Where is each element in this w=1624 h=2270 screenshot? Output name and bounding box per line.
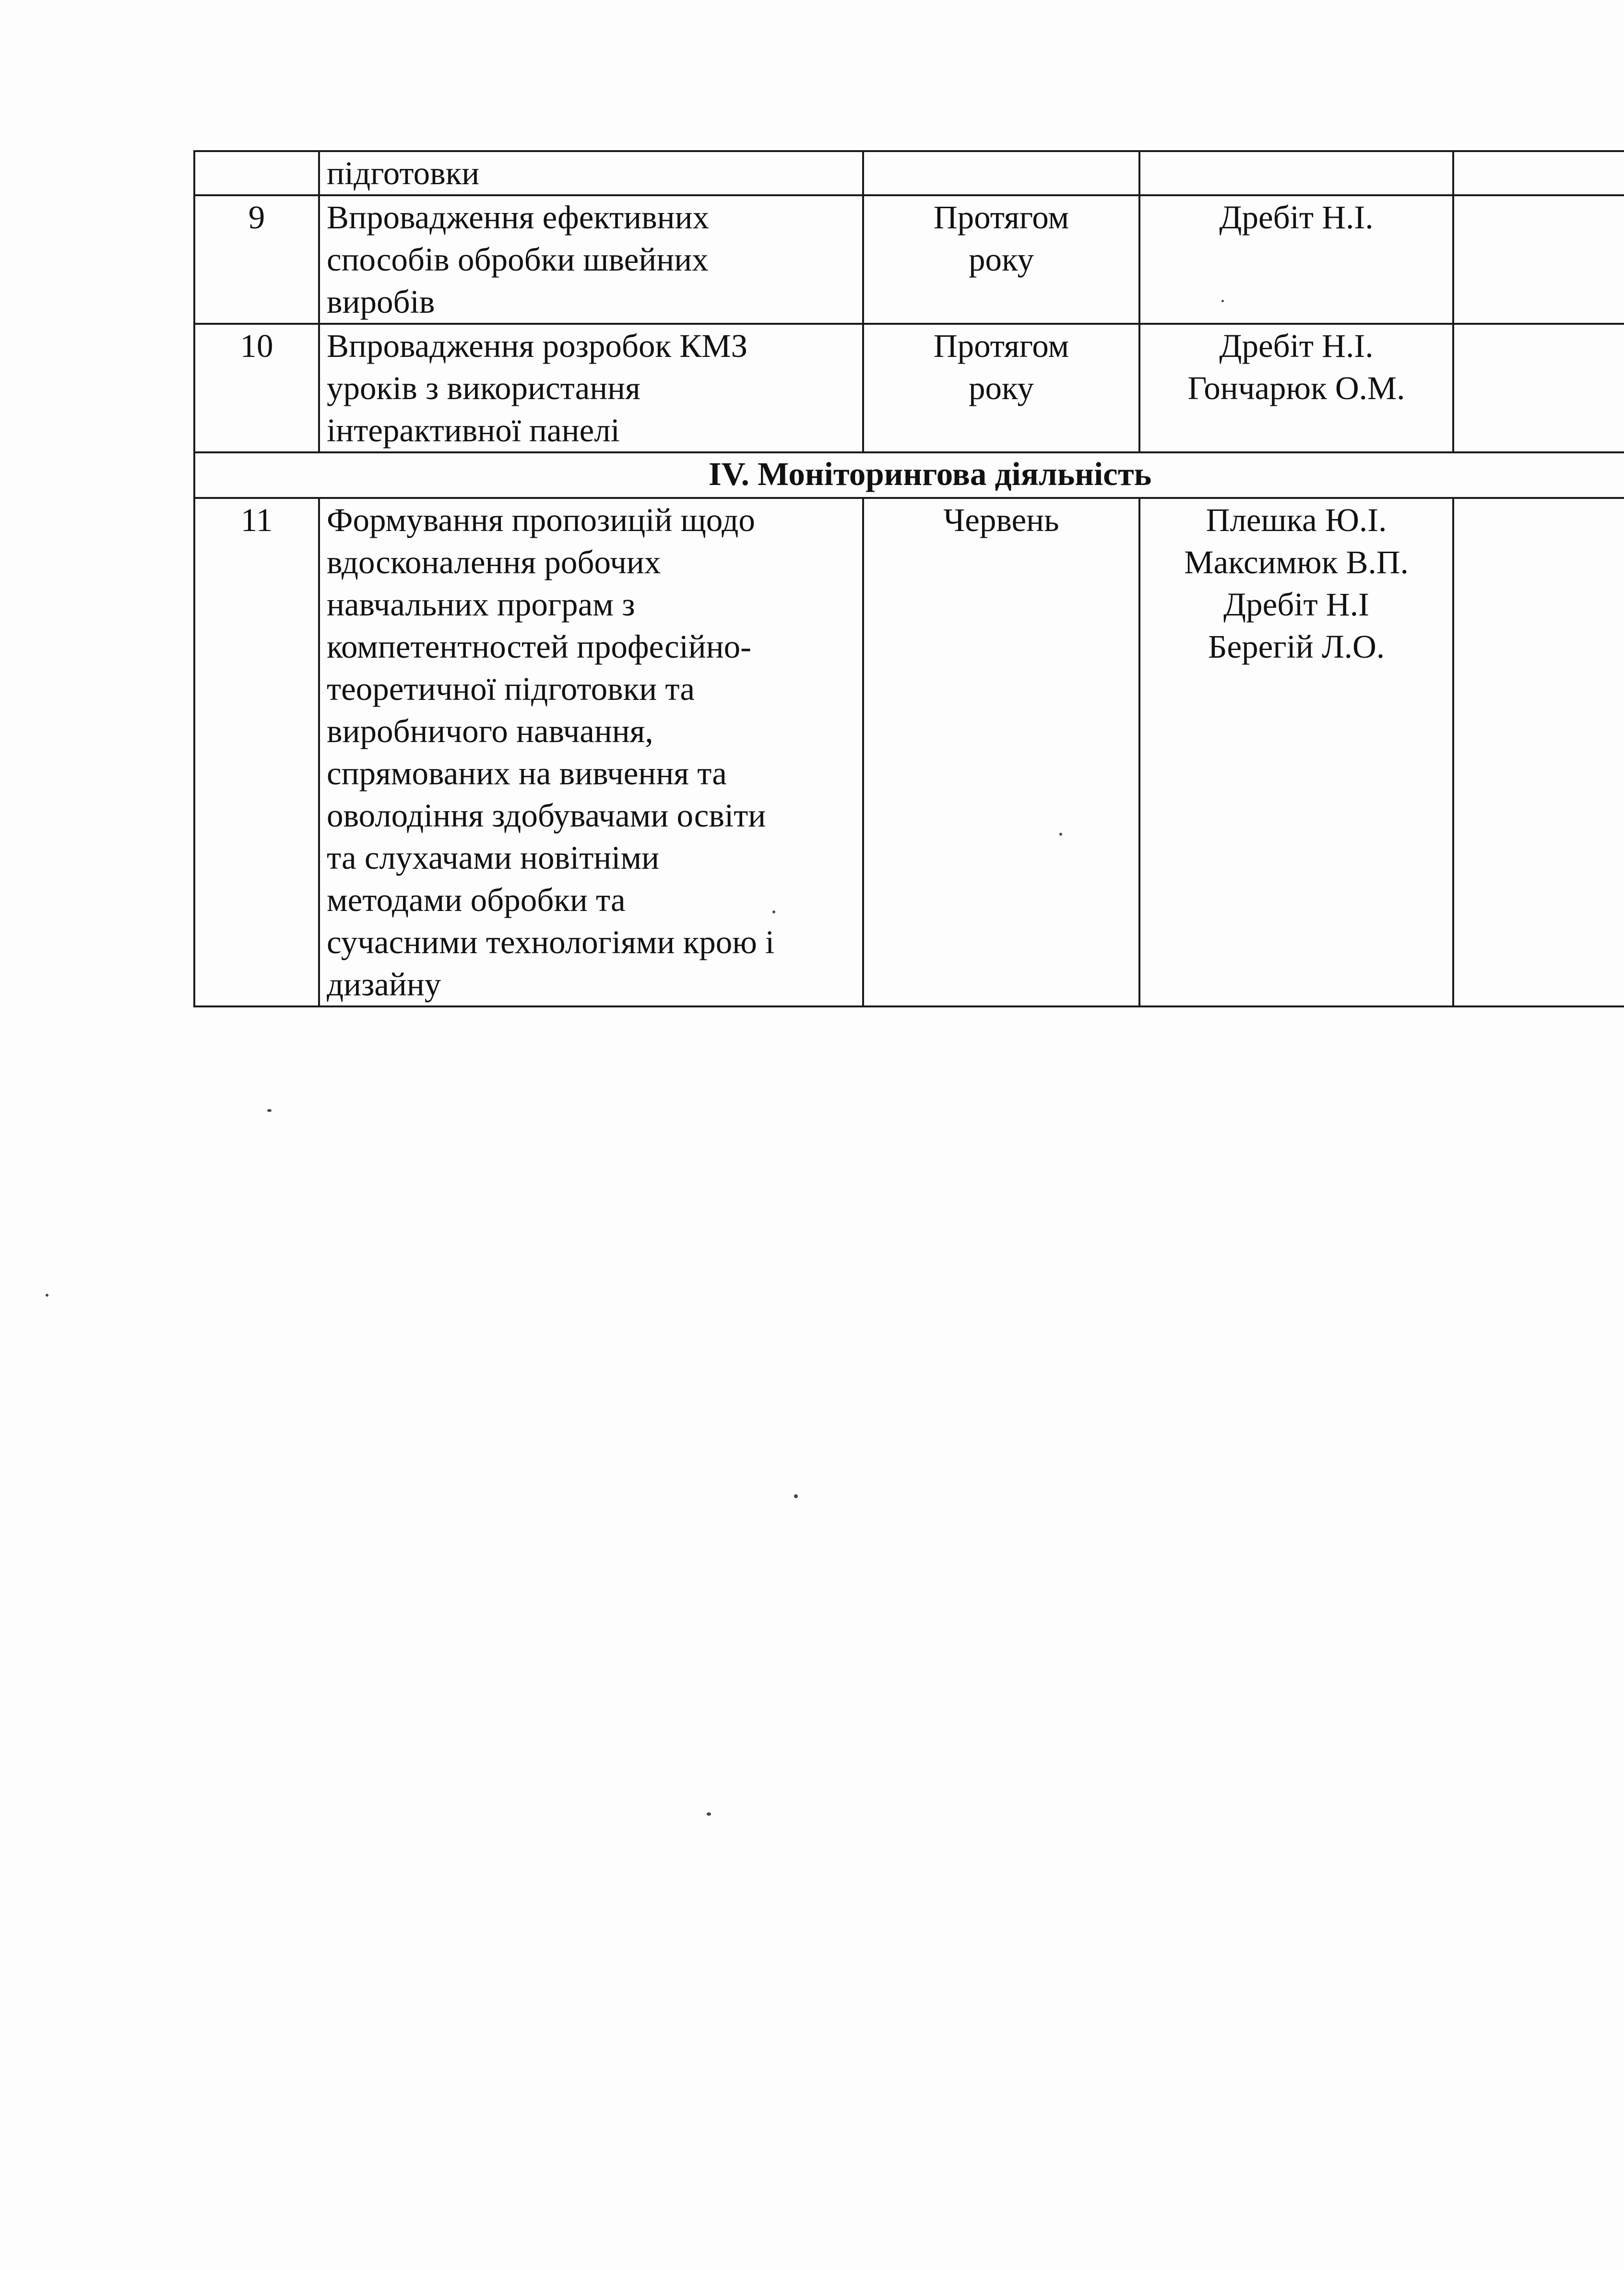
responsible-line: Дребіт Н.І bbox=[1223, 586, 1369, 623]
activity-line: дизайну bbox=[327, 966, 441, 1003]
activity-plan-table bbox=[193, 150, 1624, 1007]
responsible-cell bbox=[1139, 195, 1453, 324]
activity-cell bbox=[319, 324, 863, 452]
scan-speck bbox=[267, 1109, 272, 1112]
activity-line: підготовки bbox=[327, 155, 480, 191]
responsible-cell bbox=[1139, 498, 1453, 1006]
activity-line: теоретичної підготовки та bbox=[327, 671, 695, 707]
activity-cell bbox=[319, 151, 863, 195]
scan-speck bbox=[1221, 300, 1224, 302]
term-line: року bbox=[968, 370, 1034, 406]
term-line: Червень bbox=[943, 502, 1059, 538]
note-cell bbox=[1453, 151, 1624, 195]
activity-line: вдосконалення робочих bbox=[327, 544, 661, 580]
responsible-cell bbox=[1139, 151, 1453, 195]
activity-cell bbox=[319, 195, 863, 324]
term-cell bbox=[863, 498, 1139, 1006]
note-cell bbox=[1453, 324, 1624, 452]
note-cell bbox=[1453, 195, 1624, 324]
table-row bbox=[194, 151, 1624, 195]
scan-speck bbox=[794, 1494, 798, 1498]
table-row bbox=[194, 324, 1624, 452]
responsible-line: Дребіт Н.І. bbox=[1219, 199, 1374, 236]
activity-line: та слухачами новітніми bbox=[327, 839, 660, 876]
table-body bbox=[194, 151, 1624, 1006]
table-row bbox=[194, 498, 1624, 1006]
responsible-line: Берегій Л.О. bbox=[1208, 628, 1385, 665]
activity-line: інтерактивної панелі bbox=[327, 412, 620, 449]
section-heading-row bbox=[194, 452, 1624, 498]
term-line: року bbox=[968, 241, 1034, 278]
term-cell bbox=[863, 195, 1139, 324]
table-row bbox=[194, 195, 1624, 324]
item-number-cell bbox=[194, 151, 319, 195]
item-number-cell: 10 bbox=[194, 324, 319, 452]
scan-speck bbox=[1059, 833, 1062, 836]
activity-line: спрямованих на вивчення та bbox=[327, 755, 727, 792]
responsible-line: Дребіт Н.І. bbox=[1219, 328, 1374, 364]
scan-speck bbox=[707, 1812, 711, 1816]
activity-line: навчальних програм з bbox=[327, 586, 635, 623]
activity-line: методами обробки та bbox=[327, 882, 626, 918]
item-number-cell: 11 bbox=[194, 498, 319, 1006]
term-cell bbox=[863, 324, 1139, 452]
note-cell bbox=[1453, 498, 1624, 1006]
activity-line: уроків з використання bbox=[327, 370, 640, 406]
responsible-line: Максимюк В.П. bbox=[1184, 544, 1409, 580]
activity-line: способів обробки швейних bbox=[327, 241, 709, 278]
term-line: Протягом bbox=[933, 328, 1069, 364]
scan-speck bbox=[46, 1294, 48, 1297]
activity-line: компетентностей професійно- bbox=[327, 628, 752, 665]
activity-cell bbox=[319, 498, 863, 1006]
responsible-line: Гончарюк О.М. bbox=[1187, 370, 1405, 406]
item-number-cell: 9 bbox=[194, 195, 319, 324]
activity-line: сучасними технологіями крою і bbox=[327, 924, 775, 960]
activity-line: Формування пропозицій щодо bbox=[327, 502, 755, 538]
term-cell bbox=[863, 151, 1139, 195]
activity-line: оволодіння здобувачами освіти bbox=[327, 797, 766, 834]
responsible-line: Плешка Ю.І. bbox=[1206, 502, 1387, 538]
section-heading: IV. Моніторингова діяльність bbox=[194, 452, 1624, 498]
responsible-cell bbox=[1139, 324, 1453, 452]
activity-line: виробничого навчання, bbox=[327, 713, 653, 749]
activity-line: Впровадження ефективних bbox=[327, 199, 710, 236]
term-line: Протягом bbox=[933, 199, 1069, 236]
activity-line: виробів bbox=[327, 284, 435, 320]
activity-line: Впровадження розробок КМЗ bbox=[327, 328, 748, 364]
scan-speck bbox=[772, 910, 775, 913]
